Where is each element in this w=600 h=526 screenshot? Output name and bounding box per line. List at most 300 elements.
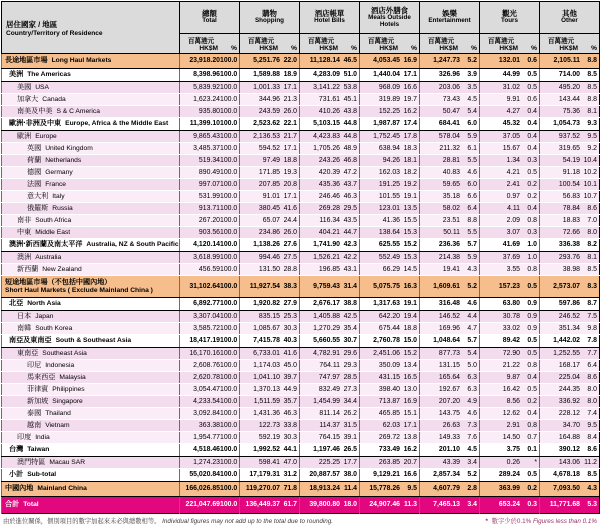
percent-value: 2.8 [467, 485, 477, 493]
value-cell [240, 335, 300, 348]
hksm-value: 3,618.99 [193, 253, 220, 261]
table-row [2, 482, 600, 497]
percent-value: 9.2 [587, 144, 597, 152]
value-cell [180, 372, 240, 384]
value-cell [180, 276, 240, 298]
hksm-value: 131.50 [258, 265, 280, 273]
hksm-value: 495.20 [558, 83, 580, 91]
row-label-zh: 中國內地 [5, 484, 34, 493]
hksm-value: 4,053.45 [373, 57, 400, 65]
value-cell [540, 469, 600, 482]
value-cell [300, 372, 360, 384]
table-row [2, 215, 600, 227]
value-cell [360, 69, 420, 82]
percent-value: 51.0 [343, 71, 357, 79]
value-cell [180, 94, 240, 106]
subheader-hkdm-zh: 百萬港元 [487, 38, 515, 45]
hksm-value: 132.01 [498, 57, 520, 65]
hksm-value: 41.36 [382, 216, 400, 224]
hksm-value: 0.97 [506, 192, 520, 200]
percent-value: 100.0 [220, 324, 238, 332]
percent-value: 0.4 [527, 204, 537, 212]
percent-value: 10.4 [583, 156, 597, 164]
percent-value: 33.8 [283, 421, 297, 429]
percent-value: 8.8 [467, 216, 477, 224]
row-label-en: Vietnam [45, 421, 70, 429]
value-cell [420, 191, 480, 203]
row-label-en: United Kingdom [45, 144, 93, 152]
percent-value: 0.4 [527, 107, 537, 115]
percent-value: 4.4 [467, 312, 477, 320]
percent-value: 4.9 [467, 397, 477, 405]
value-cell [240, 469, 300, 482]
value-cell [360, 94, 420, 106]
hksm-value: 1,174.03 [253, 361, 280, 369]
row-label [2, 311, 180, 323]
hksm-value: 592.19 [258, 433, 280, 441]
row-label-en: New Zealand [42, 265, 82, 273]
value-cell [540, 143, 600, 155]
value-cell [420, 384, 480, 396]
hksm-value: 18,417.19 [189, 337, 220, 345]
table-row [2, 444, 600, 457]
value-cell [480, 155, 540, 167]
percent-value: 30.3 [283, 324, 297, 332]
percent-value: 39.7 [283, 373, 297, 381]
hksm-value: 75.36 [562, 107, 580, 115]
hksm-value: 78.84 [562, 204, 580, 212]
hksm-value: 764.11 [319, 361, 340, 369]
hksm-value: 6,733.01 [253, 349, 280, 357]
value-cell [480, 252, 540, 264]
hksm-value: 8.56 [506, 397, 520, 405]
hksm-value: 598.41 [258, 458, 280, 466]
row-label-zh: 新西蘭 [17, 264, 39, 273]
rounding-footnote-en: Individual figures may not add up to the total due to rounding. [162, 518, 334, 525]
hksm-value: 1,454.99 [313, 397, 340, 405]
value-cell [540, 252, 600, 264]
hksm-value: 45.32 [502, 120, 520, 128]
percent-value: 0.6 [527, 57, 537, 65]
value-cell [480, 482, 540, 497]
value-cell [480, 432, 540, 444]
hksm-value: 1,442.02 [553, 337, 580, 345]
value-cell [360, 360, 420, 372]
hksm-value: 15.67 [502, 144, 520, 152]
percent-value: 18.8 [283, 156, 297, 164]
hksm-value: 877.73 [438, 349, 460, 357]
table-row [2, 348, 600, 360]
hksm-value: 44.99 [502, 71, 520, 79]
percent-value: 7.3 [467, 421, 477, 429]
percent-value: 29.5 [343, 204, 357, 212]
percent-value: 17.1 [403, 71, 417, 79]
value-cell [420, 372, 480, 384]
column-header-en: Other [561, 17, 578, 25]
value-cell [300, 276, 360, 298]
percent-value: 4.3 [467, 265, 477, 273]
value-cell [540, 167, 600, 179]
percent-value: 100.0 [220, 132, 238, 140]
percent-value: 8.5 [587, 471, 597, 479]
hksm-value: 35.18 [442, 192, 460, 200]
value-cell [300, 457, 360, 469]
hksm-value: 16.42 [502, 385, 520, 393]
hksm-value: 431.15 [378, 373, 400, 381]
row-label-en: Europe [35, 132, 57, 140]
hksm-value: 165.64 [438, 373, 460, 381]
hksm-value: 937.52 [558, 132, 580, 140]
value-cell [480, 408, 540, 420]
row-label-en: Canada [42, 95, 66, 103]
value-cell [480, 143, 540, 155]
percent-value: 5.3 [587, 501, 597, 509]
hksm-value: 435.36 [318, 180, 340, 188]
percent-value: 45.0 [283, 361, 297, 369]
row-label [2, 348, 180, 360]
hksm-value: 169.96 [438, 324, 460, 332]
percent-value: 17.4 [403, 120, 417, 128]
percent-value: 0.4 [527, 373, 537, 381]
percent-value: 5.7 [467, 337, 477, 345]
column-subheader [360, 34, 420, 54]
hksm-value: 18.83 [562, 216, 580, 224]
value-cell [360, 203, 420, 215]
hksm-value: 2,105.11 [553, 57, 580, 65]
value-cell [180, 227, 240, 239]
hksm-value: 380.45 [258, 204, 280, 212]
hksm-value: 171.85 [258, 168, 280, 176]
value-cell [360, 335, 420, 348]
value-cell [420, 298, 480, 311]
value-cell [240, 227, 300, 239]
hksm-value: 39,800.80 [309, 501, 340, 509]
percent-value: 1.0 [527, 241, 537, 249]
hksm-value: 4,518.46 [193, 446, 220, 454]
hksm-value: 638.94 [378, 144, 400, 152]
percent-value: 39.1 [343, 433, 357, 441]
column-header-en: Meals Outside Hotels [368, 14, 411, 28]
percent-value: 100.0 [220, 337, 238, 345]
percent-value: 6.4 [587, 361, 597, 369]
hksm-value: 4,782.91 [313, 349, 340, 357]
value-cell [240, 482, 300, 497]
row-label [2, 420, 180, 432]
row-label-zh: 印尼 [27, 360, 42, 369]
value-cell [300, 131, 360, 143]
percent-value: 29.3 [343, 361, 357, 369]
row-label [2, 252, 180, 264]
hksm-value: 143.75 [438, 409, 460, 417]
row-label-zh: 短途地區市場（不包括中國內地） [5, 278, 112, 287]
column-header-en: Total [202, 17, 217, 25]
hksm-value: 267.20 [198, 216, 220, 224]
percent-value: 18.3 [403, 144, 417, 152]
hksm-value: 234.86 [258, 228, 280, 236]
hksm-value: 91.01 [262, 192, 280, 200]
value-cell [360, 227, 420, 239]
rounding-footnote-zh: 由於進位關係，個別項目的數字加起來未必與總數相等。 [3, 518, 161, 525]
percent-value: 26.5 [343, 446, 357, 454]
percent-value: 0.3 [527, 501, 537, 509]
subheader-hkdm-zh: 百萬港元 [307, 38, 335, 45]
percent-value: 100.0 [220, 107, 238, 115]
value-cell [360, 311, 420, 323]
row-label [2, 360, 180, 372]
value-cell [540, 94, 600, 106]
value-cell [420, 54, 480, 69]
hksm-value: 1,992.52 [253, 446, 280, 454]
hksm-value: 1,526.21 [313, 253, 340, 261]
row-label [2, 323, 180, 335]
percent-value: 16.6 [403, 83, 417, 91]
hksm-value: 7,415.78 [253, 337, 280, 345]
hksm-value: 5,075.75 [373, 282, 400, 290]
value-cell [540, 54, 600, 69]
row-label [2, 497, 180, 514]
percent-value: 6.3 [467, 373, 477, 381]
percent-value: 100.0 [220, 57, 238, 65]
hksm-value: 9.87 [506, 373, 520, 381]
row-label [2, 384, 180, 396]
table-row [2, 143, 600, 155]
subheader-percent: % [411, 45, 417, 52]
percent-value: 0.9 [527, 324, 537, 332]
hksm-value: 114.37 [319, 421, 340, 429]
percent-value: 100.0 [220, 144, 238, 152]
percent-value: 46.3 [343, 192, 357, 200]
subheader-line2 [480, 45, 539, 52]
percent-value: 13.4 [403, 361, 417, 369]
hksm-value: 72.66 [562, 228, 580, 236]
percent-value: 0.9 [527, 300, 537, 308]
hksm-value: 319.89 [378, 95, 400, 103]
table-row [2, 298, 600, 311]
value-cell [540, 420, 600, 432]
percent-value: 19.1 [403, 300, 417, 308]
column-header-zh: 觀光 [502, 8, 517, 18]
value-cell [420, 348, 480, 360]
percent-value: 10.1 [583, 180, 597, 188]
hksm-value: 143.06 [558, 458, 580, 466]
percent-value: 100.0 [220, 485, 238, 493]
hksm-value: 5,251.76 [253, 57, 280, 65]
percent-value: 8.0 [587, 385, 597, 393]
row-label-zh: 澳洲‧新西蘭及南太平洋 [9, 240, 83, 249]
hksm-value: 1,954.77 [193, 433, 220, 441]
percent-value: 0.5 [527, 471, 537, 479]
percent-value: 4.5 [467, 95, 477, 103]
percent-value: 0.4 [527, 120, 537, 128]
value-cell [360, 372, 420, 384]
hksm-value: 675.44 [378, 324, 400, 332]
row-label-en: Mainland China [37, 485, 87, 493]
subheader-line2 [300, 45, 359, 52]
hksm-value: 3,585.72 [193, 324, 220, 332]
percent-value: 7.8 [587, 337, 597, 345]
percent-value: 100.0 [220, 312, 238, 320]
row-label [2, 215, 180, 227]
value-cell [540, 372, 600, 384]
hksm-value: 221,047.69 [185, 501, 220, 509]
row-label [2, 239, 180, 252]
row-label [2, 155, 180, 167]
hksm-value: 8,398.96 [193, 71, 220, 79]
value-cell [360, 179, 420, 191]
value-cell [240, 143, 300, 155]
percent-value: 5.2 [467, 282, 477, 290]
percent-value: 7.4 [587, 409, 597, 417]
percent-value: 16.2 [403, 446, 417, 454]
hksm-value: 166,026.85 [185, 485, 220, 493]
value-cell [180, 118, 240, 131]
hksm-value: 119,270.07 [245, 485, 280, 493]
value-cell [180, 335, 240, 348]
row-label [2, 167, 180, 179]
hksm-value: 1,048.64 [433, 337, 460, 345]
hksm-value: 625.55 [378, 241, 400, 249]
percent-value: 0.2 [527, 180, 537, 188]
subheader-hkdm-en: HK$M [319, 45, 338, 52]
hksm-value: 935.80 [198, 107, 220, 115]
hksm-value: 1,589.88 [253, 71, 280, 79]
table-row [2, 497, 600, 514]
hksm-value: 196.85 [318, 265, 340, 273]
percent-value: 15.1 [403, 409, 417, 417]
table-row [2, 276, 600, 298]
row-label-en: Australia, NZ & South Pacific [86, 241, 179, 249]
percent-value: 100.0 [220, 300, 238, 308]
hksm-value: 390.12 [558, 446, 580, 454]
row-label-en: Germany [45, 168, 73, 176]
percent-value: 4.7 [467, 324, 477, 332]
percent-value: 13.5 [403, 204, 417, 212]
value-cell [240, 191, 300, 203]
percent-value: 0.5 [527, 385, 537, 393]
value-cell [240, 54, 300, 69]
percent-value: 100.0 [220, 421, 238, 429]
percent-value: 20.7 [403, 458, 417, 466]
table-row [2, 469, 600, 482]
value-cell [300, 227, 360, 239]
value-cell [240, 298, 300, 311]
row-label-zh: 英國 [27, 143, 42, 152]
subheader-line2 [180, 45, 239, 52]
percent-value: 100.0 [220, 156, 238, 164]
value-cell [480, 298, 540, 311]
percent-value: 30.3 [283, 433, 297, 441]
column-header-en: Tours [500, 17, 519, 25]
value-cell [300, 82, 360, 94]
hksm-value: 2,857.34 [433, 471, 460, 479]
hksm-value: 37.69 [502, 253, 520, 261]
column-subheader [180, 34, 240, 54]
table-row [2, 118, 600, 131]
row-label-en: Malaysia [59, 373, 86, 381]
value-cell [240, 276, 300, 298]
hksm-value: 4.27 [506, 107, 520, 115]
table-row [2, 457, 600, 469]
hksm-value: 404.21 [318, 228, 340, 236]
percent-value: 8.6 [587, 373, 597, 381]
hksm-value: 100.54 [558, 180, 580, 188]
value-cell [300, 143, 360, 155]
hksm-value: 336.92 [558, 397, 580, 405]
value-cell [420, 252, 480, 264]
percent-value: 100.0 [220, 361, 238, 369]
row-label-en: Taiwan [27, 446, 50, 454]
column-header-zh: 總額 [202, 8, 217, 18]
row-label-en: Singapore [52, 397, 83, 405]
value-cell [180, 54, 240, 69]
hksm-value: 244.35 [558, 385, 580, 393]
hksm-value: 43.39 [442, 458, 460, 466]
percent-value: 0.8 [527, 265, 537, 273]
subheader-percent: % [351, 45, 357, 52]
hksm-value: 4,283.09 [313, 71, 340, 79]
percent-value: 42.2 [343, 253, 357, 261]
value-cell [360, 106, 420, 118]
row-label-en: South & Southeast Asia [55, 337, 132, 345]
value-cell [300, 252, 360, 264]
value-cell [240, 432, 300, 444]
hksm-value: 225.25 [318, 458, 340, 466]
column-header [360, 2, 420, 34]
percent-value: 5.7 [467, 241, 477, 249]
hksm-value: 316.48 [438, 300, 460, 308]
value-cell [420, 360, 480, 372]
value-cell [180, 311, 240, 323]
hksm-value: 326.96 [438, 71, 460, 79]
percent-value: 14.5 [403, 265, 417, 273]
hksm-value: 16,170.16 [189, 349, 220, 357]
value-cell [540, 203, 600, 215]
value-cell [480, 215, 540, 227]
row-label-zh: 長途地區市場 [5, 56, 48, 65]
row-label-en: Long Haul Markets [51, 57, 112, 65]
value-cell [480, 311, 540, 323]
hksm-value: 7,465.13 [433, 501, 460, 509]
percent-value: 28.8 [283, 265, 297, 273]
value-cell [420, 408, 480, 420]
value-cell [540, 311, 600, 323]
hksm-value: 18,913.24 [309, 485, 340, 493]
hksm-value: 363.99 [498, 485, 520, 493]
hksm-value: 131.15 [438, 361, 460, 369]
percent-value: 22.0 [283, 57, 297, 65]
percent-value: 30.7 [343, 337, 357, 345]
percent-value: 8.8 [587, 95, 597, 103]
row-label-zh: 加拿大 [17, 94, 39, 103]
value-cell [360, 191, 420, 203]
row-label [2, 469, 180, 482]
value-cell [480, 179, 540, 191]
value-cell [300, 69, 360, 82]
percent-value: 100.0 [220, 471, 238, 479]
hksm-value: 37.05 [502, 132, 520, 140]
hksm-value: 1,054.73 [553, 120, 580, 128]
percent-value: 17.8 [403, 132, 417, 140]
value-cell [480, 276, 540, 298]
percent-value: 0.5 [527, 349, 537, 357]
hksm-value: 6,892.77 [193, 300, 220, 308]
row-label-zh: 南亞及東南亞 [9, 336, 52, 345]
value-cell [360, 396, 420, 408]
value-cell [360, 457, 420, 469]
value-cell [180, 252, 240, 264]
hksm-value: 21.22 [502, 361, 520, 369]
hksm-value: 747.97 [318, 373, 340, 381]
